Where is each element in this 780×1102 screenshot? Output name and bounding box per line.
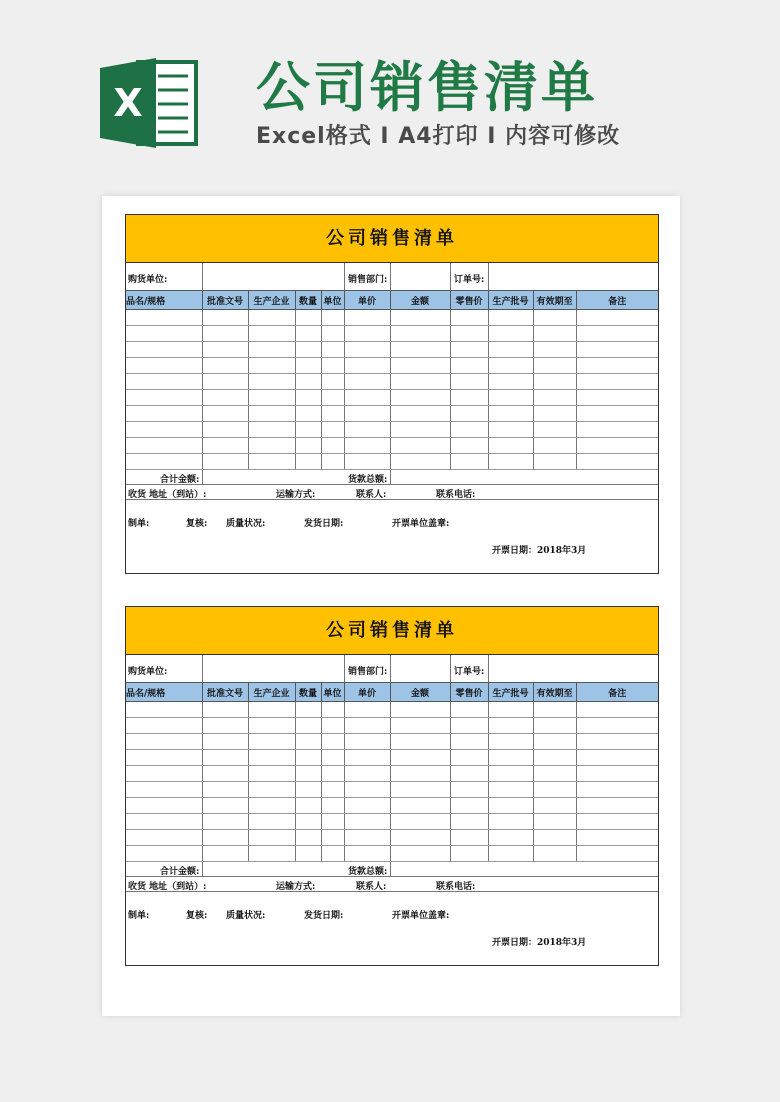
col-retail-price: 零售价 bbox=[450, 683, 488, 702]
signature-area bbox=[126, 892, 658, 948]
total-label: 合计金额: bbox=[160, 475, 200, 485]
table-row bbox=[126, 342, 658, 358]
table-row bbox=[126, 750, 658, 766]
logo-letter: X bbox=[113, 81, 143, 125]
seal-label: 开票单位盖章: bbox=[392, 519, 450, 529]
table-row bbox=[126, 422, 658, 438]
contact-label: 联系人: bbox=[356, 490, 387, 500]
table-header-row bbox=[126, 291, 658, 310]
table-row bbox=[126, 374, 658, 390]
invoice-date: 开票日期：2018年3月 bbox=[492, 938, 587, 948]
table-row bbox=[126, 702, 658, 718]
order-label: 订单号: bbox=[454, 275, 485, 285]
phone-label: 联系电话: bbox=[436, 490, 476, 500]
total-label: 合计金额: bbox=[160, 867, 200, 877]
col-unit-price: 单价 bbox=[344, 683, 390, 702]
table-row bbox=[126, 454, 658, 470]
seal-label: 开票单位盖章: bbox=[392, 911, 450, 921]
table-row bbox=[126, 734, 658, 750]
table-body bbox=[126, 702, 658, 862]
dept-label: 销售部门: bbox=[348, 275, 388, 285]
table-row bbox=[126, 830, 658, 846]
items-table bbox=[126, 683, 658, 862]
order-label: 订单号: bbox=[454, 667, 485, 677]
col-retail-price: 零售价 bbox=[450, 291, 488, 310]
address-label: 收货 地址（到站）: bbox=[128, 490, 207, 500]
review-label: 复核: bbox=[186, 519, 208, 529]
col-manufacturer: 生产企业 bbox=[248, 291, 295, 310]
col-product: 品名/规格 bbox=[126, 683, 202, 702]
col-quantity: 数量 bbox=[295, 683, 321, 702]
form-title: 公司销售清单 bbox=[126, 607, 658, 655]
transport-label: 运输方式: bbox=[276, 882, 316, 892]
buyer-label: 购货单位: bbox=[128, 275, 168, 285]
table-row bbox=[126, 798, 658, 814]
table-row bbox=[126, 438, 658, 454]
form-title: 公司销售清单 bbox=[126, 215, 658, 263]
col-amount: 金额 bbox=[390, 291, 450, 310]
table-row bbox=[126, 326, 658, 342]
table-row bbox=[126, 310, 658, 326]
table-row bbox=[126, 358, 658, 374]
info-row bbox=[126, 263, 658, 291]
col-manufacturer: 生产企业 bbox=[248, 683, 295, 702]
a4-sheet bbox=[102, 196, 680, 1016]
sales-form-top bbox=[125, 214, 659, 574]
col-batch-no: 生产批号 bbox=[488, 683, 533, 702]
table-row bbox=[126, 766, 658, 782]
transport-label: 运输方式: bbox=[276, 490, 316, 500]
table-row bbox=[126, 390, 658, 406]
col-amount: 金额 bbox=[390, 683, 450, 702]
col-expiry: 有效期至 bbox=[533, 291, 576, 310]
dept-label: 销售部门: bbox=[348, 667, 388, 677]
ship-date-label: 发货日期: bbox=[304, 911, 344, 921]
review-label: 复核: bbox=[186, 911, 208, 921]
col-expiry: 有效期至 bbox=[533, 683, 576, 702]
col-approval-no: 批准文号 bbox=[202, 291, 248, 310]
col-remarks: 备注 bbox=[576, 683, 658, 702]
address-label: 收货 地址（到站）: bbox=[128, 882, 207, 892]
col-remarks: 备注 bbox=[576, 291, 658, 310]
ship-date-label: 发货日期: bbox=[304, 519, 344, 529]
maker-label: 制单: bbox=[128, 911, 150, 921]
address-row bbox=[126, 877, 658, 892]
table-header-row bbox=[126, 683, 658, 702]
excel-logo-icon bbox=[100, 56, 200, 150]
table-row bbox=[126, 406, 658, 422]
total-row bbox=[126, 470, 658, 485]
col-product: 品名/规格 bbox=[126, 291, 202, 310]
payment-total-label: 货款总额: bbox=[348, 867, 388, 877]
col-unit: 单位 bbox=[321, 291, 344, 310]
table-row bbox=[126, 718, 658, 734]
table-row bbox=[126, 846, 658, 862]
maker-label: 制单: bbox=[128, 519, 150, 529]
items-table bbox=[126, 291, 658, 470]
table-body bbox=[126, 310, 658, 470]
page-title: 公司销售清单 bbox=[256, 56, 598, 119]
phone-label: 联系电话: bbox=[436, 882, 476, 892]
table-row bbox=[126, 782, 658, 798]
col-unit: 单位 bbox=[321, 683, 344, 702]
page-header bbox=[0, 0, 780, 190]
payment-total-label: 货款总额: bbox=[348, 475, 388, 485]
total-row bbox=[126, 862, 658, 877]
page-subtitle: Excel格式 I A4打印 I 内容可修改 bbox=[256, 124, 621, 149]
col-unit-price: 单价 bbox=[344, 291, 390, 310]
sales-form-bottom bbox=[125, 606, 659, 966]
contact-label: 联系人: bbox=[356, 882, 387, 892]
info-row bbox=[126, 655, 658, 683]
col-approval-no: 批准文号 bbox=[202, 683, 248, 702]
col-quantity: 数量 bbox=[295, 291, 321, 310]
signature-area bbox=[126, 500, 658, 556]
table-row bbox=[126, 814, 658, 830]
buyer-label: 购货单位: bbox=[128, 667, 168, 677]
quality-label: 质量状况: bbox=[226, 911, 266, 921]
address-row bbox=[126, 485, 658, 500]
quality-label: 质量状况: bbox=[226, 519, 266, 529]
invoice-date: 开票日期：2018年3月 bbox=[492, 546, 587, 556]
col-batch-no: 生产批号 bbox=[488, 291, 533, 310]
